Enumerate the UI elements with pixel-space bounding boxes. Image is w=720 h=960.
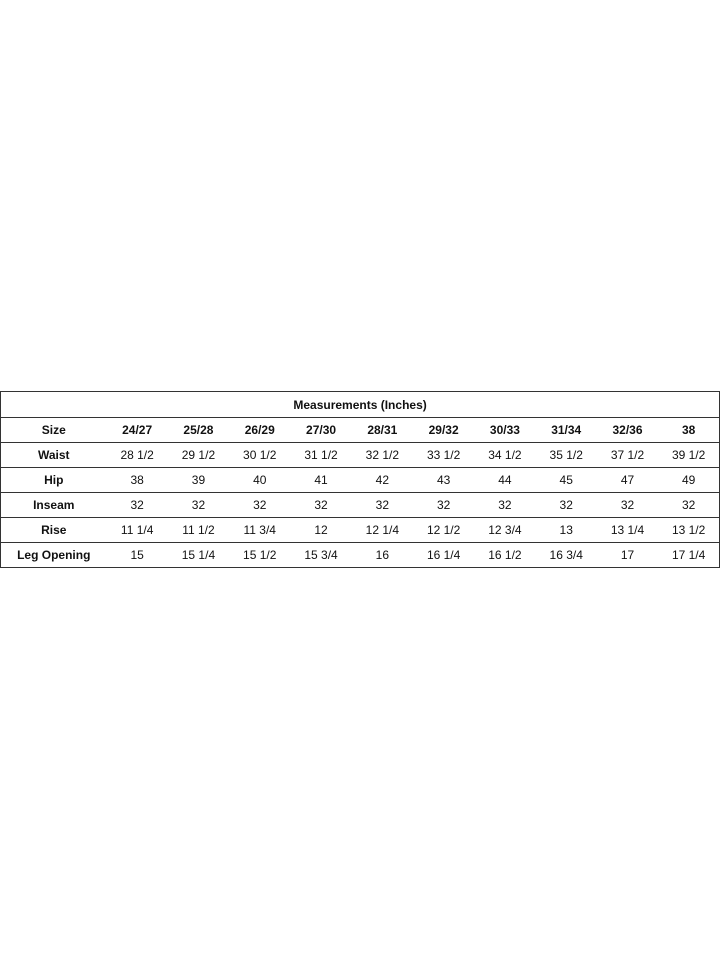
table-cell: 37 1/2 (597, 443, 658, 468)
table-cell: 13 (536, 518, 597, 543)
table-cell: 16 1/2 (488, 548, 522, 562)
table-cell: 49 (658, 468, 719, 493)
table-cell: 32 (107, 493, 168, 518)
row-label-inseam: Inseam (1, 493, 107, 518)
row-label-leg-opening: Leg Opening (17, 548, 91, 562)
table-cell: 11 1/4 (107, 518, 168, 543)
table-cell: 32 1/2 (352, 443, 413, 468)
table-cell: 32 (474, 493, 535, 518)
size-header-cell: 29/32 (413, 418, 474, 443)
table-row-rise (1, 518, 720, 543)
table-cell: 43 (413, 468, 474, 493)
table-cell: 17 1/4 (671, 548, 706, 562)
table-title: Measurements (Inches) (1, 392, 720, 418)
table-cell: 33 1/2 (413, 443, 474, 468)
table-cell: 47 (597, 468, 658, 493)
table-cell: 39 (168, 468, 229, 493)
table-cell: 31 1/2 (290, 443, 351, 468)
size-header-cell: 38 (658, 418, 719, 443)
table-cell: 15 (130, 548, 144, 562)
table-cell: 16 1/4 (426, 548, 461, 562)
table-cell: 13 1/4 (597, 518, 658, 543)
size-header-cell: 25/28 (168, 418, 229, 443)
table-cell: 15 1/4 (181, 548, 216, 562)
table-cell: 44 (474, 468, 535, 493)
table-cell: 12 3/4 (474, 518, 535, 543)
row-label-waist: Waist (1, 443, 107, 468)
row-label-hip: Hip (1, 468, 107, 493)
table-cell: 34 1/2 (474, 443, 535, 468)
table-cell: 32 (168, 493, 229, 518)
table-cell: 15 3/4 (304, 548, 338, 562)
table-cell: 11 1/2 (168, 518, 229, 543)
table-cell: 11 3/4 (229, 518, 290, 543)
table-cell: 30 1/2 (229, 443, 290, 468)
table-cell: 28 1/2 (107, 443, 168, 468)
size-header-cell: 32/36 (597, 418, 658, 443)
table-cell: 16 3/4 (549, 548, 583, 562)
table-cell: 13 1/2 (658, 518, 719, 543)
table-cell: 32 (597, 493, 658, 518)
table-cell: 32 (413, 493, 474, 518)
row-label-size: Size (1, 418, 107, 443)
size-header-cell: 30/33 (474, 418, 535, 443)
size-header-cell: 31/34 (536, 418, 597, 443)
table-cell: 32 (229, 493, 290, 518)
size-header-cell: 26/29 (229, 418, 290, 443)
table-cell: 32 (658, 493, 719, 518)
table-header-row (1, 418, 720, 443)
table-cell: 32 (536, 493, 597, 518)
table-cell: 32 (352, 493, 413, 518)
table-row-inseam (1, 493, 720, 518)
table-cell: 32 (290, 493, 351, 518)
table-cell: 35 1/2 (536, 443, 597, 468)
table-cell: 41 (290, 468, 351, 493)
table-cell: 12 (290, 518, 351, 543)
table-row-hip (1, 468, 720, 493)
table-cell: 45 (536, 468, 597, 493)
table-row-waist (1, 443, 720, 468)
table-cell: 42 (352, 468, 413, 493)
table-cell: 39 1/2 (658, 443, 719, 468)
size-header-cell: 27/30 (290, 418, 351, 443)
row-label-rise: Rise (1, 518, 107, 543)
table-cell: 40 (229, 468, 290, 493)
size-header-cell: 28/31 (352, 418, 413, 443)
table-cell: 17 (620, 548, 635, 562)
table-cell: 29 1/2 (168, 443, 229, 468)
size-chart (0, 391, 720, 568)
table-cell: 12 1/4 (352, 518, 413, 543)
table-cell: 15 1/2 (243, 548, 277, 562)
size-header-cell: 24/27 (107, 418, 168, 443)
table-row-leg-opening (1, 543, 720, 568)
title-row (1, 392, 720, 418)
measurements-table (0, 391, 720, 568)
table-cell: 12 1/2 (413, 518, 474, 543)
table-cell: 16 (375, 548, 390, 562)
table-cell: 38 (107, 468, 168, 493)
